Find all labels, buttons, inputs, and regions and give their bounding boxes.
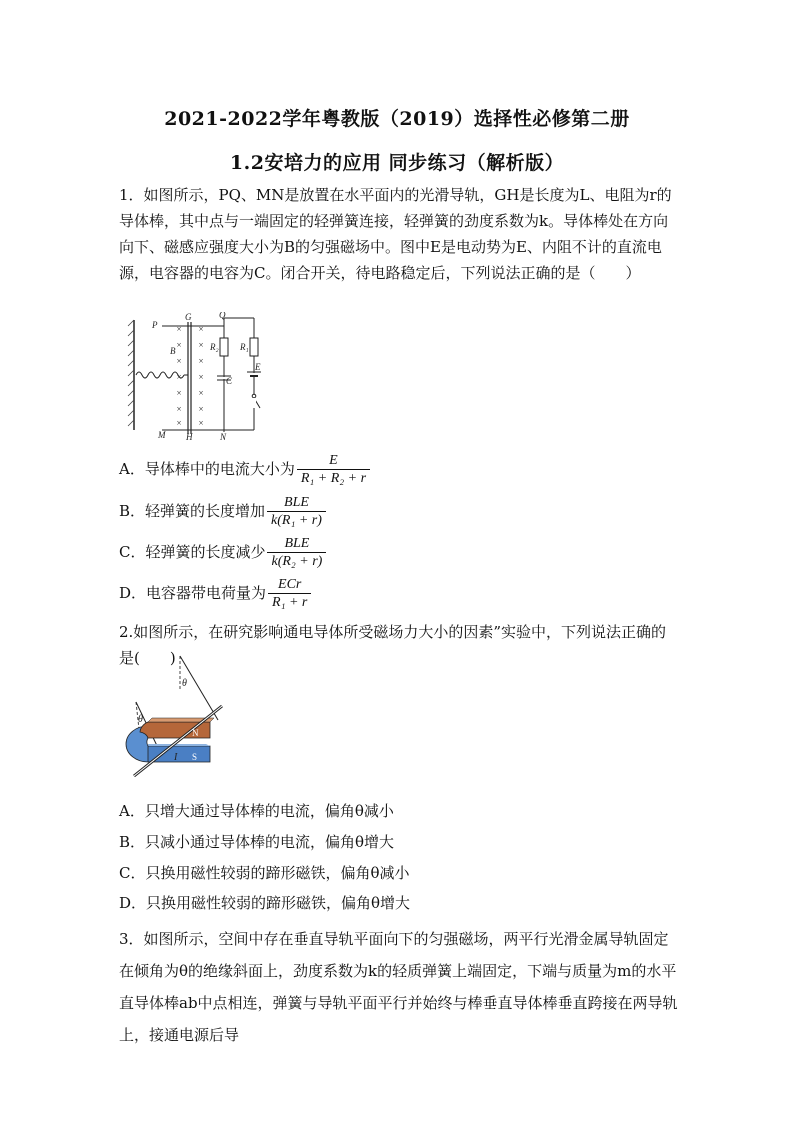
question-1-circuit-figure <box>124 312 274 442</box>
document-title: 2021-2022学年粤教版（2019）选择性必修第二册 <box>164 108 630 130</box>
field-cross: × <box>198 324 204 334</box>
fraction-denominator: R₁ + R₂ + r <box>297 469 370 488</box>
field-cross: × <box>198 404 204 414</box>
fraction-numerator: ECr <box>278 577 302 592</box>
label-p: P <box>152 320 158 330</box>
fraction-numerator: E <box>329 453 338 468</box>
label-theta-side: θ <box>138 714 143 725</box>
fraction <box>267 494 326 530</box>
option-text: A．导体棒中的电流大小为 <box>119 460 295 478</box>
fraction-denominator: k(R₂ + r) <box>267 552 326 571</box>
field-cross: × <box>176 404 182 414</box>
question-2-magnet-figure <box>118 654 228 784</box>
question-2-option-b[interactable]: B．只减小通过导体棒的电流，偏角θ增大 <box>119 833 395 851</box>
field-cross: × <box>198 340 204 350</box>
label-m: M <box>158 430 166 440</box>
fraction-denominator: R₁ + r <box>268 593 311 612</box>
question-2-option-d[interactable]: D．只换用磁性较弱的蹄形磁铁，偏角θ增大 <box>119 894 411 912</box>
fraction-denominator: k(R₁ + r) <box>267 511 326 530</box>
field-cross: × <box>176 388 182 398</box>
fraction-numerator: BLE <box>284 495 309 510</box>
label-b: B <box>170 346 176 356</box>
option-text: C．轻弹簧的长度减少 <box>119 543 266 561</box>
option-text: B．轻弹簧的长度增加 <box>119 502 266 520</box>
label-current: I <box>174 752 178 763</box>
question-2-stem: 2.如图所示，在研究影响通电导体所受磁场力大小的因素”实验中，下列说法正确的是( ) <box>119 623 666 667</box>
question-1-option-d[interactable] <box>119 576 311 612</box>
question-1-stem: 1．如图所示，PQ、MN是放置在水平面内的光滑导轨，GH是长度为L、电阻为r的导体棒，其中点与一端固定的轻弹簧连接，轻弹簧的劲度系数为k。导体棒处在方向向下、磁感应强度大小为B的匀强磁场中。图中E是电动势为E、内阻不计的直流电源，电容器的电容为C。闭合开关，待电路稳定后，下列说法正确的是（ ） <box>119 186 672 282</box>
label-r2: R₂ <box>210 342 219 352</box>
document-subtitle: 1.2安培力的应用 同步练习（解析版） <box>229 152 565 174</box>
label-s-pole: S <box>192 752 198 762</box>
label-theta-top: θ <box>182 678 187 689</box>
question-3-stem: 3．如图所示，空间中存在垂直导轨平面向下的匀强磁场，两平行光滑金属导轨固定在倾角为θ的绝缘斜面上，劲度系数为k的轻质弹簧上端固定，下端与质量为m的水平直导体棒ab中点相连，弹簧与导轨平面平行并始终与棒垂直导体棒垂直跨接在两导轨上，接通电源后导 <box>119 930 678 1044</box>
question-1-option-c[interactable] <box>119 535 326 571</box>
label-c: C <box>226 376 233 386</box>
label-e: E <box>255 362 261 372</box>
fraction <box>268 576 311 612</box>
field-cross: × <box>176 340 182 350</box>
question-1-option-a[interactable] <box>119 452 370 488</box>
field-cross: × <box>176 418 182 428</box>
fraction <box>297 452 370 488</box>
label-h: H <box>186 432 193 442</box>
field-cross: × <box>198 356 204 366</box>
field-cross: × <box>176 372 182 382</box>
option-text: D．电容器带电荷量为 <box>119 584 267 602</box>
label-n-pole: N <box>192 728 199 738</box>
fraction-numerator: BLE <box>284 536 310 551</box>
field-cross: × <box>198 372 204 382</box>
field-cross: × <box>198 418 204 428</box>
field-cross: × <box>198 388 204 398</box>
label-g: G <box>185 312 192 322</box>
question-2-option-a[interactable]: A．只增大通过导体棒的电流，偏角θ减小 <box>119 802 394 820</box>
label-r1: R₁ <box>240 342 249 352</box>
question-1-option-b[interactable] <box>119 494 326 530</box>
question-2-option-c[interactable]: C．只换用磁性较弱的蹄形磁铁，偏角θ减小 <box>119 864 410 882</box>
label-n: N <box>220 432 227 442</box>
label-q: Q <box>219 312 226 320</box>
field-cross: × <box>176 324 182 334</box>
field-cross: × <box>176 356 182 366</box>
fraction <box>267 535 326 571</box>
